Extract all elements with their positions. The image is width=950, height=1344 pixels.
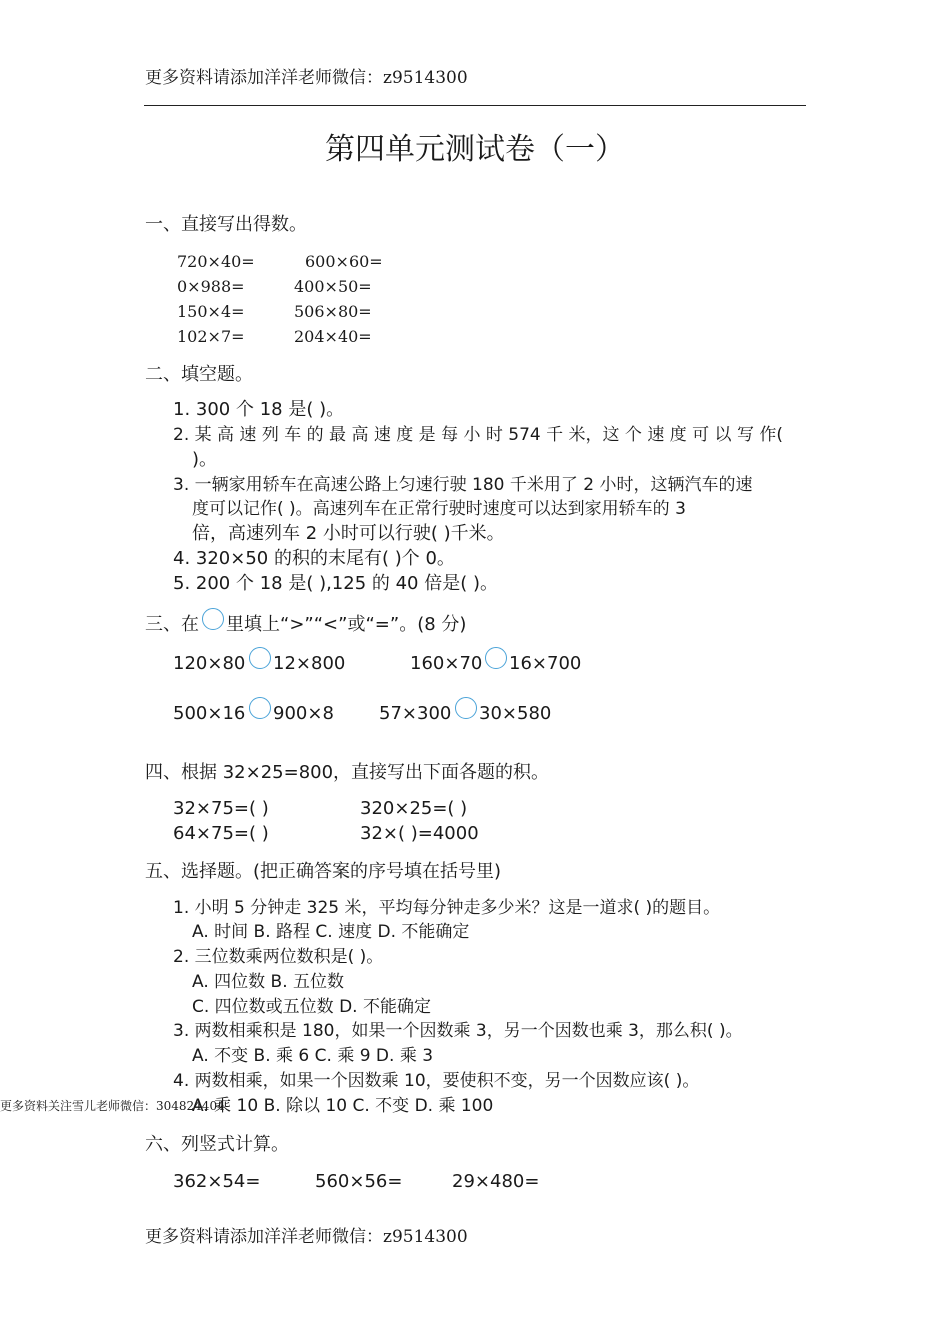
calc-item: 0×988=	[177, 277, 245, 296]
product-item: 32×75=( )	[173, 798, 269, 819]
fill-question-cont: 度可以记作( )。高速列车在正常行驶时速度可以达到家用轿车的 3	[192, 499, 686, 519]
section-3-heading: 三、在	[145, 614, 199, 635]
fill-question: 4. 320×50 的积的末尾有( )个 0。	[173, 548, 455, 569]
vertical-calc-item: 362×54=	[173, 1171, 261, 1192]
choice-options: A. 时间 B. 路程 C. 速度 D. 不能确定	[192, 922, 470, 942]
calc-item: 506×80=	[294, 302, 372, 321]
compare-right: 900×8	[273, 703, 334, 724]
fill-question-cont: 倍，高速列车 2 小时可以行驶( )千米。	[192, 523, 505, 544]
calc-item: 102×7=	[177, 327, 245, 346]
calc-item: 400×50=	[294, 277, 372, 296]
page-header: 更多资料请添加洋洋老师微信：z9514300	[145, 68, 468, 88]
calc-item: 204×40=	[294, 327, 372, 346]
fill-question: 3. 一辆家用轿车在高速公路上匀速行驶 180 千米用了 2 小时，这辆汽车的速	[173, 475, 753, 495]
page-title: 第四单元测试卷（一）	[325, 132, 625, 167]
vertical-calc-item: 560×56=	[315, 1171, 403, 1192]
product-item: 32×( )=4000	[360, 823, 479, 844]
compare-circle[interactable]	[485, 647, 507, 669]
compare-circle[interactable]	[249, 647, 271, 669]
compare-circle[interactable]	[249, 697, 271, 719]
choice-question: 2. 三位数乘两位数积是( )。	[173, 947, 384, 967]
fill-question: 1. 300 个 18 是( )。	[173, 399, 345, 420]
section-1-heading: 一、直接写出得数。	[145, 214, 307, 235]
section-6-heading: 六、列竖式计算。	[145, 1134, 289, 1155]
fill-question-cont: )。	[192, 449, 218, 470]
choice-question: 4. 两数相乘，如果一个因数乘 10，要使积不变，另一个因数应该( )。	[173, 1071, 700, 1091]
calc-item: 150×4=	[177, 302, 245, 321]
choice-options: C. 四位数或五位数 D. 不能确定	[192, 997, 431, 1017]
compare-circle-icon	[202, 608, 224, 630]
section-2-heading: 二、填空题。	[145, 364, 253, 385]
section-4-heading: 四、根据 32×25=800，直接写出下面各题的积。	[145, 762, 550, 783]
compare-right: 30×580	[479, 703, 552, 724]
page-footer: 更多资料请添加洋洋老师微信：z9514300	[145, 1227, 468, 1247]
choice-options: A. 四位数 B. 五位数	[192, 972, 345, 992]
calc-item: 600×60=	[305, 252, 383, 271]
section-5-heading: 五、选择题。(把正确答案的序号填在括号里)	[145, 861, 502, 882]
choice-question: 1. 小明 5 分钟走 325 米，平均每分钟走多少米？这是一道求( )的题目。	[173, 898, 721, 918]
compare-circle[interactable]	[455, 697, 477, 719]
header-rule	[144, 105, 806, 106]
choice-question: 3. 两数相乘积是 180，如果一个因数乘 3，另一个因数也乘 3，那么积( )。	[173, 1021, 743, 1041]
compare-left: 500×16	[173, 703, 246, 724]
compare-right: 16×700	[509, 653, 582, 674]
fill-question: 5. 200 个 18 是( ),125 的 40 倍是( )。	[173, 573, 499, 594]
compare-left: 57×300	[379, 703, 452, 724]
vertical-calc-item: 29×480=	[452, 1171, 540, 1192]
compare-right: 12×800	[273, 653, 346, 674]
choice-options: A. 乘 10 B. 除以 10 C. 不变 D. 乘 100	[192, 1096, 494, 1116]
product-item: 64×75=( )	[173, 823, 269, 844]
side-watermark-note: 更多资料关注雪儿老师微信：304824404	[0, 1099, 225, 1113]
section-3-heading-rest: 里填上“>”“<”或“=”。(8 分)	[226, 614, 467, 635]
calc-item: 720×40=	[177, 252, 255, 271]
product-item: 320×25=( )	[360, 798, 468, 819]
compare-left: 120×80	[173, 653, 246, 674]
fill-question: 2. 某 高 速 列 车 的 最 高 速 度 是 每 小 时 574 千 米，这 个 速 度 可 以 写 作(	[173, 425, 783, 445]
choice-options: A. 不变 B. 乘 6 C. 乘 9 D. 乘 3	[192, 1046, 434, 1066]
compare-left: 160×70	[410, 653, 483, 674]
